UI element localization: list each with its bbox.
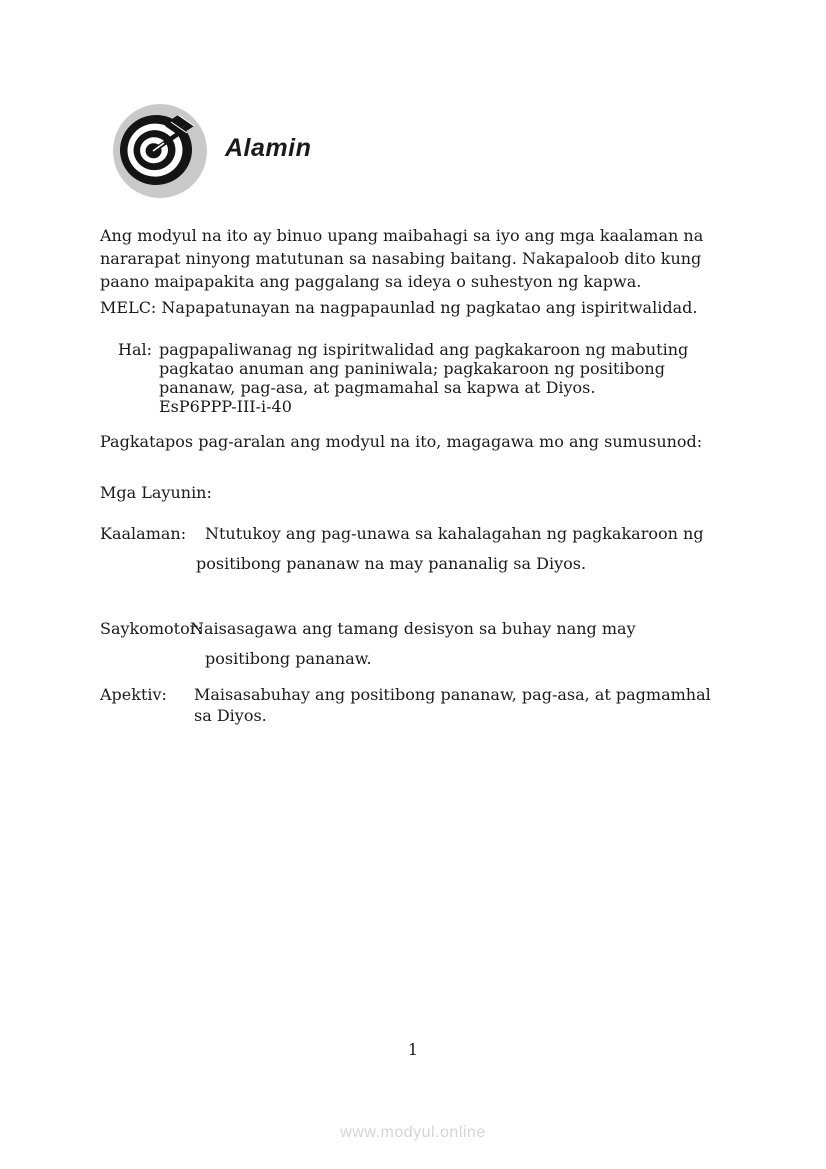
- objective-row-kaalaman: [100, 519, 726, 579]
- example-block: [118, 340, 694, 416]
- objective-label: Kaalaman:: [100, 524, 187, 543]
- intro-paragraph: Ang modyul na ito ay binuo upang maibahagi sa iyo ang mga kaalaman na nararapat ninyong matutunan sa nasabing baitang. Nakapaloob dito kung paano maipapakita ang paggalang sa ideya o suhestyon ng kapwa.: [100, 226, 704, 291]
- page-number: 1: [407, 1040, 419, 1059]
- bullseye-arrow-graphic: [112, 103, 208, 199]
- objective-row-apektiv: [100, 684, 726, 726]
- objective-label: Apektiv:: [100, 685, 167, 704]
- objective-text: Naisasagawa ang tamang desisyon sa buhay nang may positibong pananaw.: [190, 619, 636, 668]
- after-study-line: Pagkatapos pag-aralan ang modyul na ito, magagawa mo ang sumusunod:: [100, 432, 703, 451]
- objective-text: Ntutukoy ang pag-unawa sa kahalagahan ng pagkakaroon ng positibong pananaw na may pananalig sa Diyos.: [196, 524, 704, 573]
- page-title: Alamin: [225, 134, 312, 162]
- target-icon: [112, 103, 208, 199]
- objectives-heading: Mga Layunin:: [100, 483, 212, 502]
- objective-row-saykomotor: [100, 614, 726, 674]
- example-code: EsP6PPP-III-i-40: [159, 397, 292, 416]
- objective-text: Maisasabuhay ang positibong pananaw, pag-asa, at pagmamhal sa Diyos.: [194, 685, 711, 725]
- example-body: [159, 340, 694, 416]
- melc-line: MELC: Napapatunayan na nagpapaunlad ng pagkatao ang ispiritwalidad.: [100, 298, 698, 317]
- objective-label: Saykomotor:: [100, 619, 203, 638]
- example-text: pagpapaliwanag ng ispiritwalidad ang pagkakaroon ng mabuting pagkatao anuman ang paniniwala; pagkakaroon ng positibong pananaw, pag-asa, at pagmamahal sa kapwa at Diyos.: [159, 340, 689, 397]
- example-label: Hal:: [118, 340, 152, 359]
- watermark: www.modyul.online: [340, 1124, 486, 1141]
